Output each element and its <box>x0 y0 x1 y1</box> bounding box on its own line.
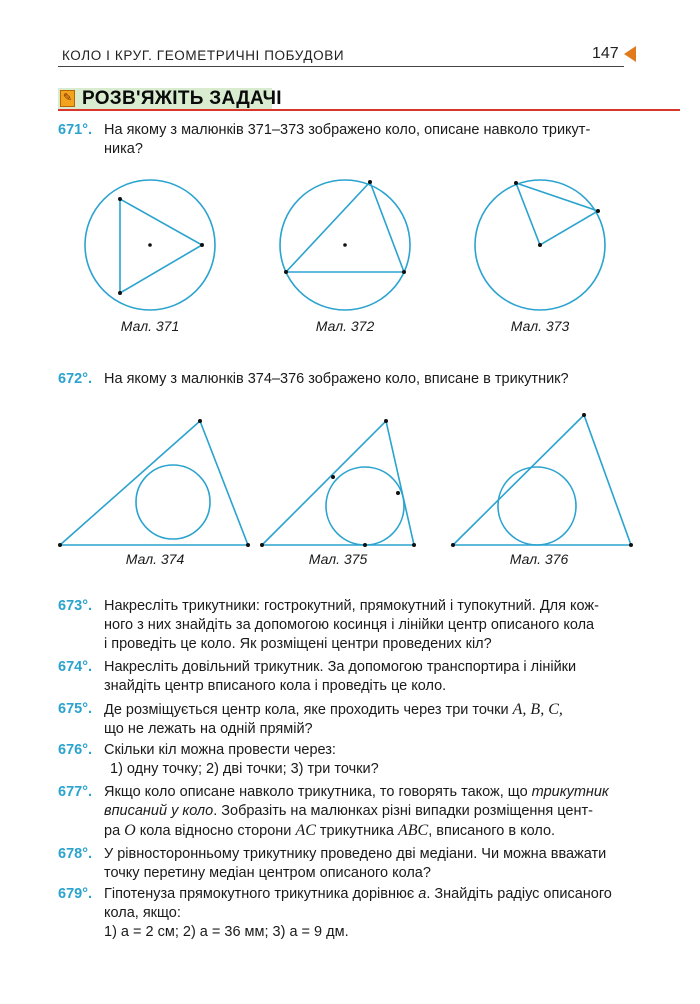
problem-674 <box>58 658 102 677</box>
circle-374 <box>136 465 210 539</box>
text-line: Накресліть довільний трикутник. За допомогою транспортира і лінійки <box>104 659 577 675</box>
text-line: 1) одну точку; 2) дві точки; 3) три точки? <box>110 761 379 777</box>
problem-676-text <box>104 741 636 779</box>
text-line: і проведіть це коло. Як розміщені центри проведених кіл? <box>104 636 492 652</box>
problem-number: 677°. <box>58 784 93 800</box>
problem-number: 672°. <box>58 371 93 387</box>
text-line: Гіпотенуза прямокутного трикутника дорівнює а. Знайдіть радіус описаного <box>104 886 612 902</box>
text-line: вписаний у коло. Зобразіть на малюнках різні випадки розміщення цент- <box>104 803 593 819</box>
problem-679-text <box>104 885 636 942</box>
text-line: знайдіть центр вписаного кола і проведіть це коло. <box>104 678 447 694</box>
problem-number: 676°. <box>58 742 93 758</box>
text-line: На якому з малюнків 374–376 зображено коло, вписане в трикутник? <box>104 371 569 387</box>
circle-376 <box>498 467 576 545</box>
problem-678 <box>58 845 102 864</box>
problem-676 <box>58 741 102 760</box>
text-line: Накресліть трикутники: гострокутний, прямокутний і тупокутний. Для кож- <box>104 598 599 614</box>
triangle-373 <box>516 183 598 245</box>
problem-number: 671°. <box>58 122 93 138</box>
caption-371: Мал. 371 <box>120 318 180 334</box>
triangle-375 <box>262 421 414 545</box>
text-line: Якщо коло описане навколо трикутника, то говорять також, що трикутник <box>104 784 609 800</box>
problem-677 <box>58 783 102 802</box>
caption-375: Мал. 375 <box>308 551 368 567</box>
text-line: точку перетину медіан центром описаного кола? <box>104 865 431 881</box>
text-line: ника? <box>104 141 143 157</box>
caption-374: Мал. 374 <box>125 551 185 567</box>
text-line: 1) а = 2 см; 2) а = 36 мм; 3) а = 9 дм. <box>104 924 349 940</box>
caption-373: Мал. 373 <box>510 318 570 334</box>
figure-374 <box>60 421 248 545</box>
problem-675-text <box>104 700 636 739</box>
triangle-371 <box>120 199 202 293</box>
problem-number: 678°. <box>58 846 93 862</box>
triangle-376 <box>453 415 631 545</box>
text-line: ного з них знайдіть за допомогою косинця і лінійки центр описаного кола <box>104 617 595 633</box>
problem-number: 674°. <box>58 659 93 675</box>
triangle-374 <box>60 421 248 545</box>
problem-number: 679°. <box>58 886 93 902</box>
problem-number: 673°. <box>58 598 93 614</box>
problem-674-text <box>104 658 636 696</box>
figure-375 <box>262 421 414 545</box>
text-line: що не лежать на одній прямій? <box>104 721 313 737</box>
problem-679 <box>58 885 102 904</box>
text-line: кола, якщо: <box>104 905 181 921</box>
text-line: Де розміщується центр кола, яке проходить через три точки A, B, C, <box>104 701 563 718</box>
problem-677-text <box>104 783 636 841</box>
text-line: У рівносторонньому трикутнику проведено дві медіани. Чи можна вважати <box>104 846 607 862</box>
problem-673-text <box>104 597 636 654</box>
problem-678-text <box>104 845 636 883</box>
problem-673 <box>58 597 102 616</box>
figure-376 <box>453 415 631 545</box>
running-header: КОЛО І КРУГ. ГЕОМЕТРИЧНІ ПОБУДОВИ <box>62 48 345 63</box>
problem-675 <box>58 700 102 719</box>
caption-376: Мал. 376 <box>509 551 569 567</box>
circle-375 <box>326 467 404 545</box>
text-line: На якому з малюнків 371–373 зображено коло, описане навколо трикут- <box>104 122 591 138</box>
text-line: Скільки кіл можна провести через: <box>104 742 336 758</box>
pencil-book-icon: ✎ <box>60 90 75 107</box>
text-line: ра O кола відносно сторони AC трикутника ABC, вписаного в коло. <box>104 822 556 839</box>
caption-372: Мал. 372 <box>315 318 375 334</box>
page-number: 147 <box>592 45 619 62</box>
section-title: РОЗВ'ЯЖІТЬ ЗАДАЧІ <box>82 88 282 109</box>
problem-number: 675°. <box>58 701 93 717</box>
